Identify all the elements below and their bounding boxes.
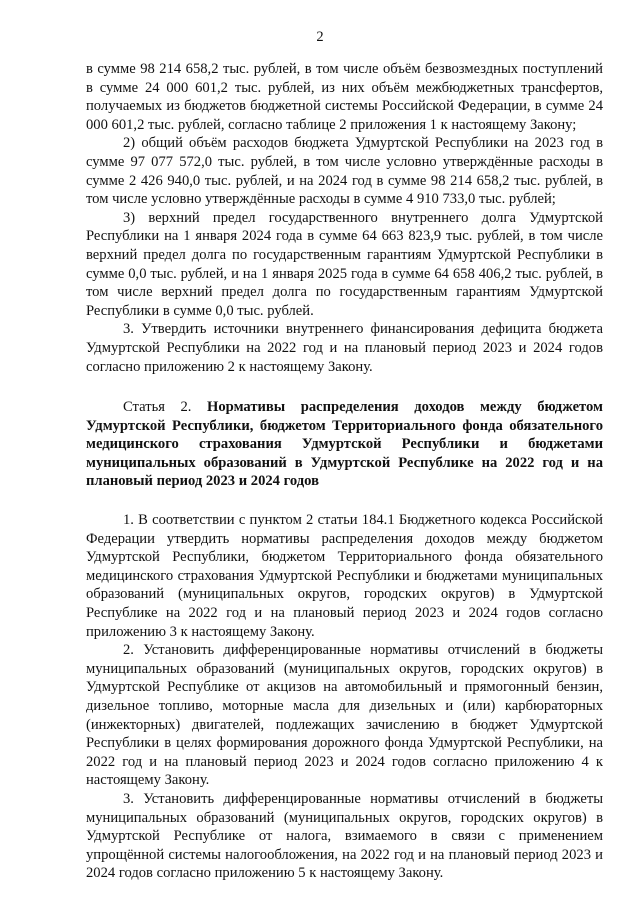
paragraph-article-item-1: 1. В соответствии с пунктом 2 статьи 184.1 Бюджетного кодекса Российской Федерации утвердить нормативы распределения доходов между бюджетом Удмуртской Республики, бюджетом Территориального фонда обязательного медицинского страхования Удмуртской Республики и бюджетами муниципальных образований (муниципальных округов, городских округов) в Удмуртской Республике на 2022 год и на плановый период 2023 и 2024 годов согласно приложению 3 к настоящему Закону.	[86, 512, 603, 640]
paragraph-item-3: 3) верхний предел государственного внутреннего долга Удмуртской Республики на 1 января 2024 года в сумме 64 663 823,9 тыс. рублей, в том числе верхний предел долга по государственным гарантиям Удмуртской Республики в сумме 0,0 тыс. рублей, и на 1 января 2025 года в сумме 64 658 406,2 тыс. рублей, в том числе верхний предел долга по государственным гарантиям Удмуртской Республики в сумме 0,0 тыс. рублей.	[86, 209, 603, 319]
paragraph-continuation: в сумме 98 214 658,2 тыс. рублей, в том числе объём безвозмездных поступлений в сумме 24 000 601,2 тыс. рублей, из них объём межбюджетных трансфертов, получаемых из бюджетов бюджетной системы Российской Федерации, в сумме 24 000 601,2 тыс. рублей, согласно таблице 2 приложения 1 к настоящему Закону;	[86, 61, 603, 133]
article-label: Статья 2.	[123, 399, 192, 416]
paragraph-section-3: 3. Утвердить источники внутреннего финансирования дефицита бюджета Удмуртской Республики на 2022 год и на плановый период 2023 и 2024 годов согласно приложению 2 к настоящему Закону.	[86, 321, 603, 375]
spacer	[86, 491, 603, 511]
page-number: 2	[316, 29, 324, 45]
paragraph-item-2: 2) общий объём расходов бюджета Удмуртской Республики на 2023 год в сумме 97 077 572,0 тыс. рублей, в том числе условно утверждённые расходы в сумме 2 426 940,0 тыс. рублей, и на 2024 год в сумме 98 214 658,2 тыс. рублей, в том числе условно утверждённые расходы в сумме 4 910 733,0 тыс. рублей;	[86, 135, 603, 208]
paragraph-article-item-2: 2. Установить дифференцированные нормативы отчислений в бюджеты муниципальных образований (муниципальных округов, городских округов) в Удмуртской Республике от акцизов на автомобильный и прямогонный бензин, дизельное топливо, моторные масла для дизельных и (или) карбюраторных (инжекторных) двигателей, подлежащих зачислению в бюджет Удмуртской Республики в целях формирования дорожного фонда Удмуртской Республики, на 2022 год и на плановый период 2023 и 2024 годов согласно приложению 4 к настоящему Закону.	[86, 642, 603, 789]
document-body	[86, 60, 603, 883]
article-title: Нормативы распределения доходов между бюджетом Удмуртской Республики, бюджетом Территориального фонда обязательного медицинского страхования Удмуртской Республики и бюджетами муниципальных образований в Удмуртской Республике на 2022 год и на плановый период 2023 и 2024 годов	[86, 399, 603, 490]
paragraph-article-item-3: 3. Установить дифференцированные нормативы отчислений в бюджеты муниципальных образований (муниципальных округов, городских округов) в Удмуртской Республике от налога, взимаемого в связи с применением упрощённой системы налогообложения, на 2022 год и на плановый период 2023 и 2024 годов согласно приложению 5 к настоящему Закону.	[86, 790, 603, 882]
spacer	[86, 376, 603, 398]
article-heading	[86, 398, 603, 491]
